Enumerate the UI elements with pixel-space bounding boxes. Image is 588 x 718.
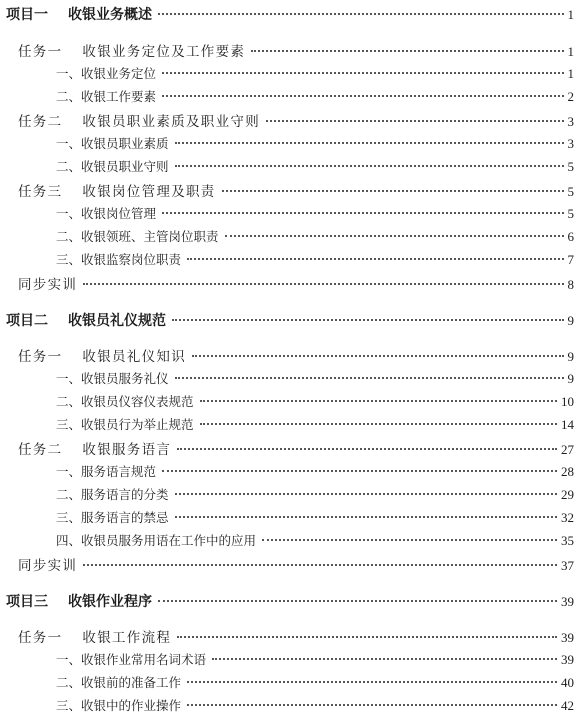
toc-entry-label: 项目三	[6, 594, 48, 610]
toc-entry-title: 一、收银作业常用名词术语	[56, 652, 207, 667]
toc-practice-entry	[18, 554, 588, 574]
toc-page-number: 37	[561, 558, 574, 573]
dot-leader	[162, 72, 563, 74]
toc-entry-title: 四、收银员服务用语在工作中的应用	[56, 533, 257, 548]
toc-page-number: 1	[567, 44, 574, 59]
toc-page-number: 5	[567, 206, 574, 221]
dot-leader	[187, 704, 557, 706]
toc-entry-title: 收银作业程序	[68, 594, 152, 610]
dot-leader	[83, 564, 557, 566]
toc-task-entry	[18, 626, 588, 646]
dot-leader	[262, 539, 557, 541]
toc-section-entry	[56, 531, 588, 549]
toc-section-entry	[56, 204, 588, 222]
dot-leader	[266, 120, 563, 122]
toc-entry-label: 项目一	[6, 7, 48, 23]
toc-page-number: 35	[561, 533, 574, 548]
toc-section-entry	[56, 415, 588, 433]
toc-entry-title: 三、收银员行为举止规范	[56, 417, 194, 432]
toc-entry-title: 收银岗位管理及职责	[82, 184, 216, 200]
dot-leader	[192, 355, 563, 357]
toc-task-entry	[18, 180, 588, 200]
toc-section-entry	[56, 250, 588, 268]
toc-entry-label: 同步实训	[18, 558, 78, 574]
dot-leader	[162, 95, 563, 97]
toc-task-entry	[18, 438, 588, 458]
toc-entry-label: 任务一	[18, 630, 63, 646]
toc-page-number: 9	[567, 371, 574, 386]
toc-entry-label: 任务二	[18, 114, 63, 130]
dot-leader	[175, 516, 557, 518]
toc-project-entry	[6, 310, 588, 330]
toc-project-entry	[6, 4, 588, 24]
dot-leader	[251, 50, 563, 52]
toc-entry-title: 三、收银监察岗位职责	[56, 252, 182, 267]
dot-leader	[172, 319, 564, 321]
dot-leader	[177, 448, 557, 450]
toc-entry-label: 任务一	[18, 44, 63, 60]
toc-entry-title: 收银业务概述	[68, 7, 152, 23]
toc-entry-title: 收银业务定位及工作要素	[82, 44, 246, 60]
dot-leader	[162, 470, 557, 472]
toc-section-entry	[56, 64, 588, 82]
dot-leader	[158, 13, 564, 15]
toc-page-number: 10	[561, 394, 574, 409]
dot-leader	[175, 377, 564, 379]
dot-leader	[177, 636, 557, 638]
toc-task-entry	[18, 40, 588, 60]
toc-page-number: 5	[567, 184, 574, 199]
toc-page-number: 42	[561, 698, 574, 713]
toc-section-entry	[56, 508, 588, 526]
dot-leader	[162, 212, 563, 214]
dot-leader	[175, 165, 564, 167]
toc-entry-title: 二、服务语言的分类	[56, 487, 169, 502]
toc-task-entry	[18, 110, 588, 130]
toc-page-number: 2	[567, 89, 574, 104]
toc-section-entry	[56, 134, 588, 152]
toc-entry-title: 二、收银员职业守则	[56, 159, 169, 174]
toc-entry-title: 一、收银员职业素质	[56, 136, 169, 151]
toc-page-number: 1	[567, 66, 574, 81]
toc-section-entry	[56, 462, 588, 480]
dot-leader	[187, 258, 563, 260]
toc-page-number: 27	[561, 442, 574, 457]
toc-page-number: 32	[561, 510, 574, 525]
dot-leader	[175, 493, 557, 495]
toc-entry-title: 二、收银领班、主管岗位职责	[56, 229, 219, 244]
dot-leader	[187, 681, 557, 683]
toc-entry-label: 任务二	[18, 442, 63, 458]
toc-page-number: 6	[567, 229, 574, 244]
toc-section-entry	[56, 673, 588, 691]
toc-section-entry	[56, 485, 588, 503]
toc-section-entry	[56, 157, 588, 175]
toc-entry-label: 任务一	[18, 349, 63, 365]
dot-leader	[222, 190, 564, 192]
dot-leader	[158, 600, 557, 602]
toc-section-entry	[56, 650, 588, 668]
toc-page-number: 3	[567, 114, 574, 129]
toc-section-entry	[56, 696, 588, 714]
toc-entry-title: 二、收银工作要素	[56, 89, 157, 104]
dot-leader	[212, 658, 557, 660]
dot-leader	[225, 235, 564, 237]
toc-entry-title: 一、收银员服务礼仪	[56, 371, 169, 386]
toc-entry-title: 三、收银中的作业操作	[56, 698, 182, 713]
dot-leader	[83, 283, 563, 285]
toc-page-number: 3	[567, 136, 574, 151]
toc-page-number: 39	[561, 594, 574, 609]
toc-task-entry	[18, 345, 588, 365]
toc-page-number: 39	[561, 652, 574, 667]
toc-page-number: 29	[561, 487, 574, 502]
toc-project-entry	[6, 591, 588, 611]
toc-entry-title: 收银工作流程	[82, 630, 172, 646]
toc-page-number: 40	[561, 675, 574, 690]
toc-section-entry	[56, 227, 588, 245]
toc-entry-title: 二、收银员仪容仪表规范	[56, 394, 194, 409]
toc-page-number: 28	[561, 464, 574, 479]
toc-practice-entry	[18, 273, 588, 293]
toc-entry-title: 收银服务语言	[82, 442, 172, 458]
dot-leader	[175, 142, 564, 144]
toc-section-entry	[56, 392, 588, 410]
toc-entry-title: 二、收银前的准备工作	[56, 675, 182, 690]
toc-page-number: 9	[567, 313, 574, 328]
toc-page-number: 1	[567, 7, 574, 22]
toc-entry-title: 一、收银岗位管理	[56, 206, 157, 221]
toc-entry-title: 三、服务语言的禁忌	[56, 510, 169, 525]
toc-page-number: 39	[561, 630, 574, 645]
toc-page-number: 8	[567, 277, 574, 292]
toc-entry-label: 任务三	[18, 184, 63, 200]
toc-entry-title: 收银员职业素质及职业守则	[82, 114, 261, 130]
toc-page-number: 7	[567, 252, 574, 267]
toc-entry-title: 一、收银业务定位	[56, 66, 157, 81]
toc-entry-label: 项目二	[6, 313, 48, 329]
toc-section-entry	[56, 369, 588, 387]
toc-entry-title: 一、服务语言规范	[56, 464, 157, 479]
toc-entry-label: 同步实训	[18, 277, 78, 293]
toc-page-number: 5	[567, 159, 574, 174]
toc-entry-title: 收银员礼仪规范	[68, 313, 166, 329]
dot-leader	[200, 400, 557, 402]
toc-page-number: 14	[561, 417, 574, 432]
toc-section-entry	[56, 87, 588, 105]
toc-entry-title: 收银员礼仪知识	[82, 349, 187, 365]
toc-page-number: 9	[567, 349, 574, 364]
dot-leader	[200, 423, 557, 425]
